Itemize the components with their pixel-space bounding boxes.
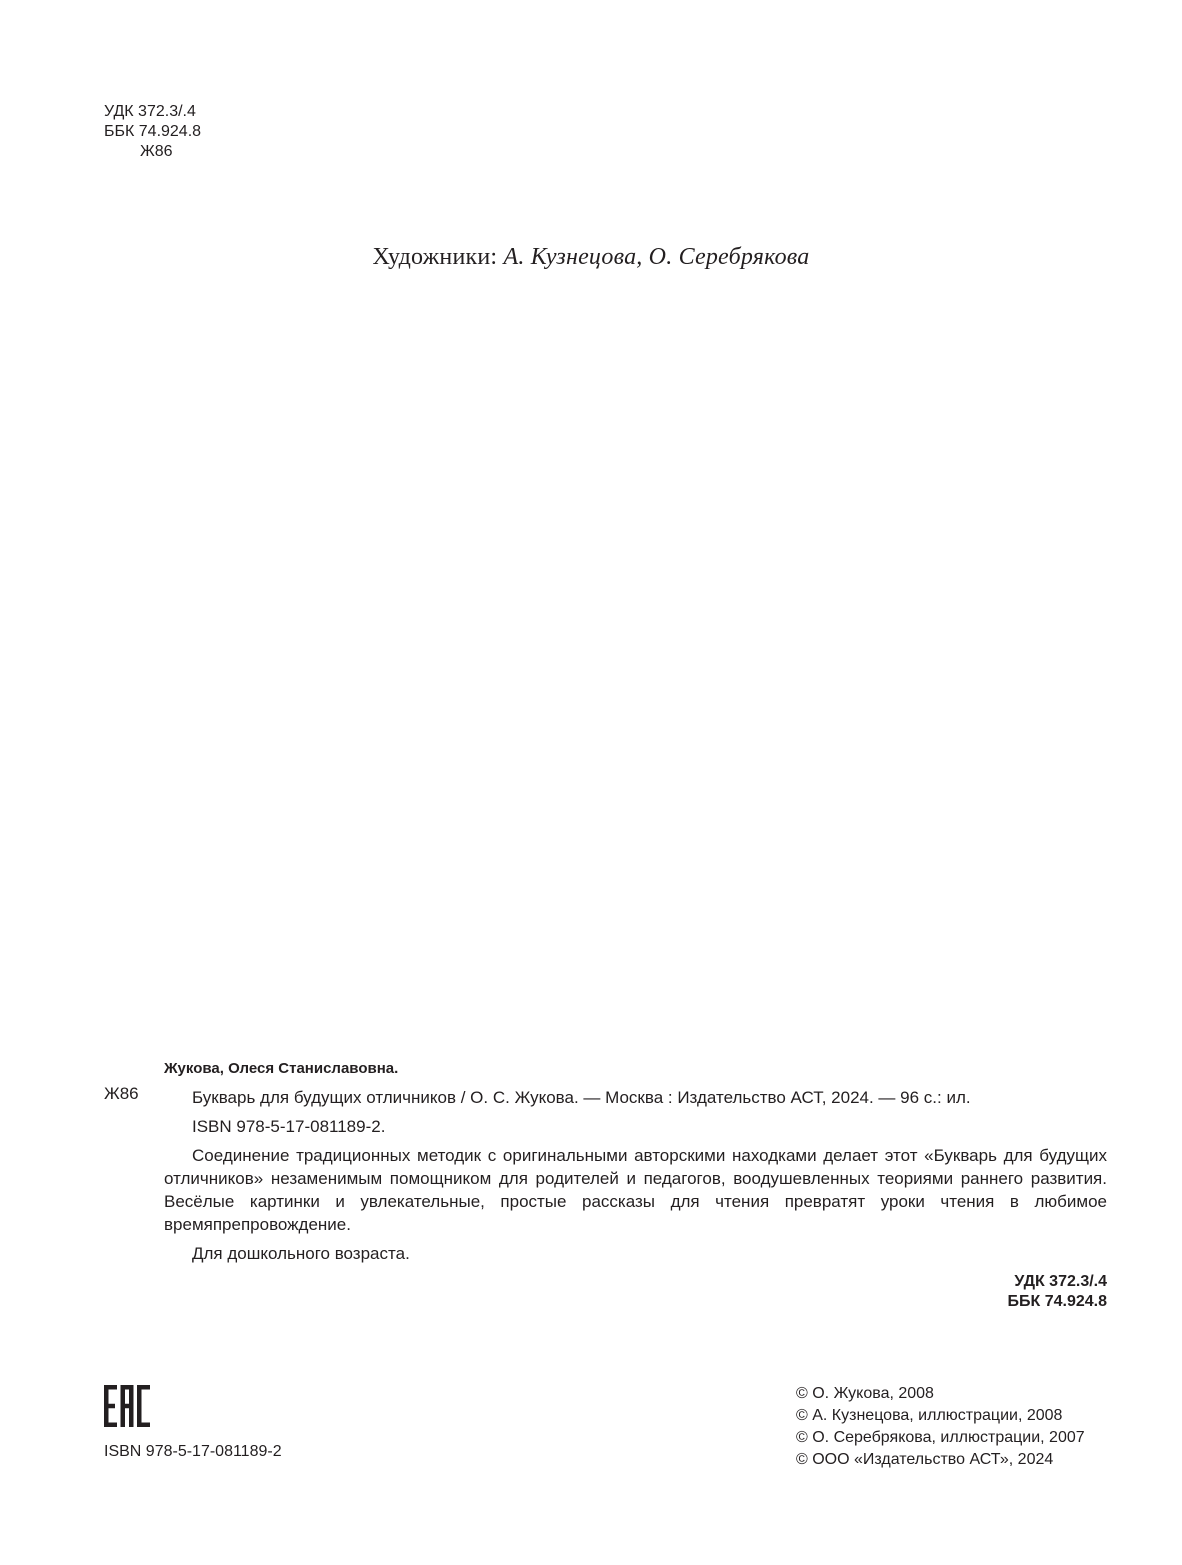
copyright-block: [796, 1383, 1085, 1471]
eac-mark: [104, 1385, 150, 1427]
top-classification: [104, 102, 201, 162]
copyright-line: © А. Кузнецова, иллюстрации, 2008: [796, 1407, 1063, 1424]
bibliographic-card: [164, 1057, 1107, 1265]
right-classification: [1008, 1272, 1108, 1312]
card-isbn: ISBN 978-5-17-081189-2.: [192, 1117, 386, 1136]
udk-code: УДК 372.3/.4: [104, 103, 196, 120]
bbk-code: ББК 74.924.8: [104, 123, 202, 140]
artists-line: [0, 244, 1182, 271]
right-bbk-code: ББК 74.924.8: [1007, 1293, 1107, 1310]
isbn-bottom: ISBN 978-5-17-081189-2: [104, 1443, 282, 1460]
right-udk-code: УДК 372.3/.4: [1014, 1273, 1107, 1290]
copyright-line: © О. Жукова, 2008: [796, 1385, 934, 1402]
card-author: Жукова, Олеся Станиславовна.: [164, 1060, 399, 1077]
card-annotation: Соединение традиционных методик с оригинальными авторскими находками делает этот «Букварь для будущих отличников» незаменимым помощником для родителей и педагогов, воодушевленных теориями раннего развития. Весёлые картинки и увлекательные, простые рассказы для чтения превратят уроки чтения в любимое времяпрепровождение.: [164, 1146, 1107, 1234]
card-age: Для дошкольного возраста.: [192, 1244, 410, 1263]
copyright-line: © ООО «Издательство АСТ», 2024: [796, 1451, 1054, 1468]
card-title-line: Букварь для будущих отличников / О. С. Жукова. — Москва : Издательство АСТ, 2024. — 96 с.: ил.: [192, 1088, 971, 1107]
copyright-line: © О. Серебрякова, иллюстрации, 2007: [796, 1429, 1085, 1446]
artists-names: А. Кузнецова, О. Серебрякова: [503, 244, 810, 270]
artists-label: Художники:: [372, 244, 498, 270]
card-author-mark: Ж86: [104, 1084, 139, 1103]
author-mark: Ж86: [140, 143, 173, 160]
